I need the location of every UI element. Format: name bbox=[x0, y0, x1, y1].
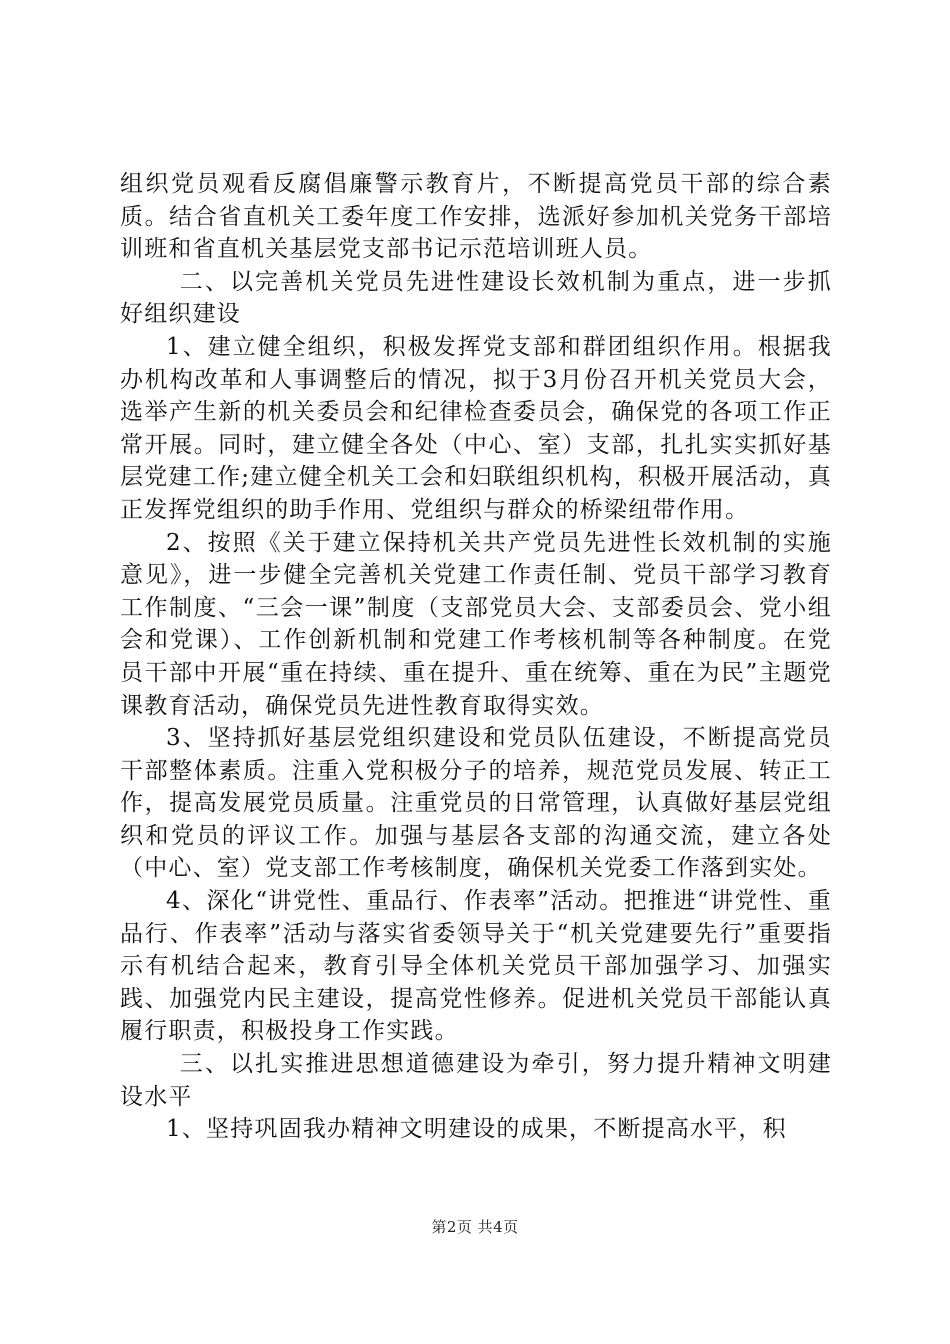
paragraph-item-1-section-three: 1、坚持巩固我办精神文明建设的成果，不断提高水平，积 bbox=[166, 1116, 787, 1143]
paragraph-item-1: 1、建立健全组织，积极发挥党支部和群团组织作用。根据我办机构改革和人事调整后的情况，拟于3月份召开机关党员大会，选举产生新的机关委员会和纪律检查委员会，确保党的各项工作正常开展。同时，建立健全各处（中心、室）支部，扎扎实实抓好基层党建工作;建立健全机关工会和妇联组织机构，积极开展活动，真正发挥党组织的助手作用、党组织与群众的桥梁纽带作用。 bbox=[120, 333, 832, 523]
paragraph-item-3: 3、坚持抓好基层党组织建设和党员队伍建设，不断提高党员干部整体素质。注重入党积极分子的培养，规范党员发展、转正工作，提高发展党员质量。注重党员的日常管理，认真做好基层党组织和党员的评议工作。加强与基层各支部的沟通交流，建立各处（中心、室）党支部工作考核制度，确保机关党委工作落到实处。 bbox=[120, 725, 832, 882]
document-body bbox=[120, 168, 832, 1146]
paragraph-continuation: 组织党员观看反腐倡廉警示教育片，不断提高党员干部的综合素质。结合省直机关工委年度工作安排，选派好参加机关党务干部培训班和省直机关基层党支部书记示范培训班人员。 bbox=[120, 171, 832, 263]
paragraph-item-2: 2、按照《关于建立保持机关共产党员先进性长效机制的实施意见》，进一步健全完善机关党建工作责任制、党员干部学习教育工作制度、“三会一课”制度（支部党员大会、支部委员会、党小组会和党课）、工作创新机制和党建工作考核机制等各种制度。在党员干部中开展“重在持续、重在提升、重在统筹、重在为民”主题党课教育活动，确保党员先进性教育取得实效。 bbox=[120, 529, 832, 719]
paragraph-item-4: 4、深化“讲党性、重品行、作表率”活动。把推进“讲党性、重品行、作表率”活动与落实省委领导关于“机关党建要先行”重要指示有机结合起来，教育引导全体机关党员干部加强学习、加强实践、加强党内民主建设，提高党性修养。促进机关党员干部能认真履行职责，积极投身工作实践。 bbox=[120, 888, 832, 1045]
section-heading-three: 三、以扎实推进思想道德建设为牵引，努力提升精神文明建设水平 bbox=[120, 1051, 832, 1110]
page-footer: 第2页 共4页 bbox=[431, 1218, 519, 1236]
section-heading-two: 二、以完善机关党员先进性建设长效机制为重点，进一步抓好组织建设 bbox=[120, 268, 832, 328]
